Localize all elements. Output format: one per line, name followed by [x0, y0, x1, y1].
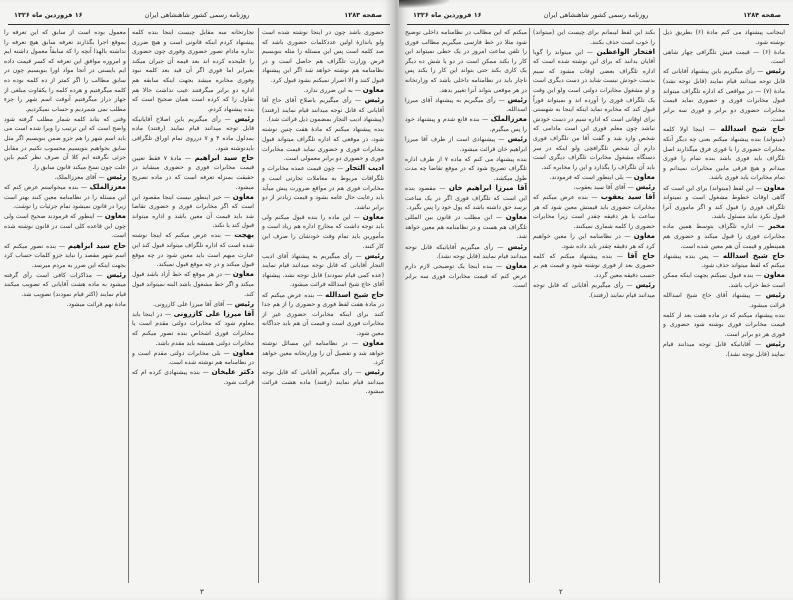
paragraph: [663, 340, 785, 359]
paragraph-text: بکند این لفظ لیبمانم برای چیست این (میتواند) را خوب است حذف بکنند.: [533, 29, 655, 46]
speaker-name: معاون: [362, 339, 384, 347]
left-page: [0, 0, 394, 600]
paragraph: [262, 252, 384, 290]
newspaper-title: روزنامه رسمی کشور شاهنشاهی ایران: [144, 11, 250, 19]
paragraph-text: — رأی میگیریم به پیشنهاد آقای ادیب التجار آقایانی که قابل توجه میدانند قیام نمایند (عده کمی قیام نمودند) قابل توجه نشد. پیشنهاد آقای حاج شیخ اسدالله قرائت میشود.: [262, 252, 384, 289]
header-rule: [8, 24, 390, 25]
paragraph-text: وقتی که بتاند کلمه شمار مطلب گرفته شود واضح است که این ترتیب را ویرا شده است می باید اسم شهر را هم جزو ضمن بنویسیم اگر مثل سابق بخواهیم بنویسیم محسوب نکنیم در مقابل جزئی نگرفته ایم کلا آن صرف نظر کنیم باین علت چون نسخ میکند قانون سابق را.: [4, 115, 126, 171]
paragraph: [132, 349, 254, 368]
paragraph-text: — آقای آقا میرزا علی کازرونی.: [153, 300, 235, 308]
speaker-name: معاون: [232, 348, 254, 357]
scan-corner-shadow: [399, 0, 449, 8]
paragraph: [262, 291, 384, 339]
speaker-name: معاون: [362, 212, 384, 221]
paragraph-text: بنده پیشنهاد میکنم که در ماده هفت بعد از کلمه قیمت مخابرات فوری نوشته شود حضوری و فوری هر دو برابر است.: [663, 311, 785, 338]
speaker-name: آقا میرزا علی کازرونی: [173, 309, 254, 318]
paragraph: [4, 300, 126, 310]
paragraph-text: — بنده پیشنهادی کرده ام که قرائت شود.: [132, 369, 254, 386]
paragraph-text: — پیشنهاد آقای حاج شیخ اسدالله قرائت میشود.: [663, 292, 785, 309]
paragraph: [405, 213, 527, 242]
paragraph: [132, 193, 254, 231]
paragraph: [132, 231, 254, 269]
speaker-name: مخبر: [768, 222, 785, 231]
speaker-name: حاج شیخ اسدالله: [722, 251, 785, 260]
paragraph-text: — بنده پیشنهاد میکنم که کلمه حضوری بعد از فوری نوشته شود و قیمت هم بر حسب دقیقه معین گردد.: [533, 252, 655, 279]
paragraph-text: تجارتخانه سه مقابل چیست اینجا بنده کلمه پیشنهاد کردم اینکه قانونی است و هیچ ضرری نداره مادام تصور حضوری وفوری چون حضوری را علیحده کرده اند بعد قیمه آن جبران میکند بعبرابر اما فوری اگر آن قید بعد کلمه نبود وفوری مخابره میشد بجهت اینکه سابقه هم اداره دو برابر میگرفتند عیب نداشت حالا هم تقاول را که کرده است همان صحیح است که بنده پیشنهاد کردم.: [132, 29, 254, 113]
paragraph: [262, 339, 384, 368]
paragraph: [4, 183, 126, 212]
speaker-name: رئیس: [106, 270, 126, 279]
paragraph-text: — بنده اینجا یک توضیحی لازم دارم عرض کنم که قیمت مخابرات فوری سه برابر است.: [405, 263, 527, 290]
paragraph-text: — بلی مخابرات دولتی مقدم است و در نظامنامه هم نوشته شده است.: [132, 349, 254, 367]
paragraph: [663, 222, 785, 251]
paragraph: [533, 28, 655, 47]
speaker-name: حاج شیخ اسدالله: [325, 290, 384, 299]
paragraph-text: — در هر موقع که خط آزاد باشد قبول میکند و اگر خط مشغول باشد البته نمیتواند قبول کند.: [132, 271, 254, 298]
column-divider: [258, 28, 259, 583]
speaker-name: حاج سید ابراهیم: [194, 153, 254, 162]
paragraph: [132, 300, 254, 310]
speaker-name: معاون: [505, 262, 527, 271]
paragraph-text: — رأی میگیریم آقایانی که قابل توجه میدانند قیام نمایند (رفتند) ماده هشت قرائت میشود.: [262, 369, 384, 396]
paragraph: [4, 242, 126, 271]
speaker-name: معاون: [633, 172, 655, 181]
paragraph-text: — رأی میگیریم باین اصلاح آقایانیکه قابل توجه میدانند قیام نمایند (رفتند) ماده بمدلول ماده ۴ و ۷ درروی تمام اوراق تلگرافی بایدنوشته شود.: [132, 115, 254, 152]
paragraph-text: — مقصود بنده این است که تلگراف فوری اگر در یک ساعت نرسد حق داشته باشد که پول خود را پس بگیرد.: [405, 185, 527, 212]
paragraph: [4, 173, 126, 183]
paragraph: [533, 232, 655, 251]
column-divider: [529, 28, 530, 583]
paragraph: [405, 243, 527, 262]
speaker-name: معاون: [763, 183, 785, 192]
speaker-name: رئیس: [234, 299, 254, 308]
speaker-name: حاج آقا: [627, 251, 655, 260]
page-number: صفحه ۱۲۸۴: [743, 11, 781, 19]
speaker-name: معاون: [362, 86, 384, 95]
paragraph-text: — بلی اینطور است که فرمودند.: [549, 173, 634, 181]
paragraph-text: حضوری باشد چون در اینجا نوشته شده است ولو باندازهٔ اولین عددکلمات حضوری باشد که صد کلمه است پس این مسئله را مثله بنویسیم فرض وزارت تلگراف هم حاصل است و در نظامنامه هم نوشته خواهد شد اگر این پیشنهاد قبول کنند و الا اصرار نمیکنم بشود قبول کرد.: [262, 29, 384, 84]
text-column: [262, 28, 384, 583]
paragraph: [132, 310, 254, 348]
paragraph-text: — در اینجا باید معلوم شود که مخابرات دولتی مقدم است یا مخابرات فوری اشخاص بنده تصور میکنم که مخابرات دولتی همیشه باید مقدم باشد.: [132, 310, 254, 347]
speaker-name: آقا سید یعقوب: [600, 193, 655, 202]
paragraph: [4, 28, 126, 114]
speaker-name: رئیس: [234, 114, 254, 123]
paragraph-text: — در نظامنامه این مسائل نوشته خواهد شد و تفصیل آن را وزارتخانه معین خواهد کرد.: [262, 340, 384, 367]
paragraph: [405, 135, 527, 154]
paragraph-text: مادهٔ نهم قرائت میشود.: [66, 301, 126, 309]
speaker-name: ادیب التجار: [345, 164, 384, 173]
speaker-name: آقا میرزا ابراهیم خان: [448, 184, 527, 192]
footer-page-number: ۲: [559, 588, 563, 596]
paragraph-text: — این لفظ (میتواند) برای این است که گاهی اوقات خطوط مشغول است و نمیتواند تلگراف فوری را قبول کند و اگر ماموری آنرا قبول نکرد نباید مسئول باشد.: [663, 184, 785, 221]
paragraph: [533, 281, 655, 300]
paragraph-text: مادهٔ (۶) — قیمت فیش تلگرافی چهار شاهی است.: [663, 48, 785, 66]
paragraph-text: — رأی میگیریم آقایانیکه قابل توجه میدانند قیام نمایند (قابل توجه نشد).: [405, 243, 527, 261]
paragraph: [663, 67, 785, 125]
paragraph: [4, 115, 126, 173]
speaker-name: رئیس: [765, 340, 785, 348]
paragraph: [132, 28, 254, 114]
paragraph-text: — رأی میگیریم باین پیشنهاد آقایانی که قابل توجه میدانند قیام نمایند (قابل توجه نشد) مادهٔ (۷) — در مواقعی که اداره تلگراف میتواند قبول مخابرات فوری و حضوری نماید قیمت مخابرات حضوری دو برابر و فوری سه برابر است.: [663, 68, 785, 124]
paragraph: [132, 368, 254, 387]
paragraph: [262, 86, 384, 96]
text-column: [405, 28, 527, 583]
paragraph: [405, 155, 527, 184]
issue-date: ۱۶ فروردین ماه ۱۳۲۶: [14, 11, 83, 19]
text-column: [4, 28, 126, 583]
page-header: [407, 11, 785, 23]
paragraph-text: — رأی میگیریم باصلاح آقای حاج آقا آقایانی که قابل توجه میدانند قیام نمایند (رفتند) (پیشنهاد ادیب التجار بمضمون ذیل قرائت شد).: [262, 97, 384, 124]
speaker-name: رئیس: [364, 368, 384, 377]
speaker-name: معززالملک: [89, 183, 126, 191]
speaker-name: رئیس: [507, 242, 527, 251]
speaker-name: رئیس: [364, 251, 384, 260]
paragraph: [262, 28, 384, 86]
paragraph: [262, 96, 384, 125]
paragraph-text: — بنده میخواستم عرض کنم که این مسئله را در نظامنامه معین کنند بهتر است زیرا در قانون نمیشود تمام جزئیات را نوشت.: [4, 184, 126, 211]
paragraph-text: — آقای معززالملک.: [54, 173, 107, 181]
paragraph-text: — بنده تصور میکنم که اسم شهر مقصد را نباید جزو کلمات حساب کرد بجهت اینکه این ضرر به مردم میرسد.: [4, 242, 126, 269]
speaker-name: رئیس: [635, 183, 655, 191]
paragraph-text: — رأی میگیریم آقایانی که قابل توجه میدانند قیام نمایند (رفتند).: [533, 281, 655, 299]
paragraph-text: — بنده قبول نمیکنم بجهت اینکه ممکن است خط خراب باشد.: [663, 272, 785, 289]
paragraph-text: — پس بنده پیشنهاد میکنم که لفظ میتواند حذف شود.: [663, 252, 785, 270]
speaker-name: معاون: [505, 213, 527, 222]
paragraph-text: میکنم که این مطالب در نظامنامه داخلی توضیح شود مثلا در خط فارسی میگیریم مطالب فوری را تلفن ساعت امروز در یک خطی نمیتواند این کار را بکند ممکن است در دو یا شش ده دیگر یک کاری بکند حتی بتواند این کار را بکند پس ناچار باید در نظامنامه داخلی باشد که وزارتخانه در هر موقعی بتواند آنرا تغییر بدهد.: [405, 29, 527, 94]
paragraph-text: — این میتواند را گویا آقایان بدانند که برای این نوشته شده است که اداره تلگراف بعضی اوقات مشود که سیم بدست خودش نیست شاید در دست دیگری است و او مشغول مخابرات دولتی است ولو این وقت یک تلگراف فوری را آورده اند و نمیتواند فوراً قبول کند که مخابره نماید اینکه اینجا به شهستی برای اوقاتی است که اداره سیم در دست خودش نباشد چون معلم فوری این است مادامی که شخص وارد شد و گفت آقا من تلگراف فوری دارم آن شخص تلگرافچی ولو اینکه در سر دستگاه مشغول مخابرات تلگراف دیگری است باید آن تلگراف را بگذارد و این را مخابره کند.: [533, 48, 655, 171]
paragraph-text: بنده پیشنهاد میکنم که مادهٔ هفت چنین نوشته شود، در موقعی که اداره تلگراف میتواند قبول مخابرات فوری و حضوری نماید قیمت مخابرات فوری و حضوری دو برابر معمولی است.: [262, 126, 384, 163]
page-number: صفحه ۱۲۸۳: [344, 11, 382, 19]
paragraph: [4, 271, 126, 300]
paragraph: [132, 270, 254, 299]
page-header: [8, 11, 386, 23]
paragraph: [663, 125, 785, 183]
paragraph-text: — این مطلب در قانون بین المللی تلگراف هم هست و در نظامنامه هم معین خواهد شد.: [405, 214, 527, 241]
paragraph: [533, 183, 655, 193]
speaker-name: رئیس: [635, 280, 655, 289]
paragraph: [262, 164, 384, 212]
paragraph: [262, 125, 384, 163]
paragraph-text: — بنده عرض میکنم که در مادهٔ هفت لفظ فوری و حضوری را از هم جدا کنند برای اینکه مخابرات حضوری غیر از مخابرات فوری است و قیمت آن هم باید جداگانه معین شود.: [262, 291, 384, 337]
speaker-name: معاون: [763, 271, 785, 280]
paragraph: [262, 368, 384, 397]
newspaper-title: روزنامه رسمی کشور شاهنشاهی ایران: [543, 11, 649, 19]
paragraph-text: — مادهٔ ۷ فقط تعیین قیمت مخابرات فوری و حضوری میشاید در حقیقت بمنزله تعرفه است که در ماده تصریح میشود.: [132, 154, 254, 191]
paragraph-text: — اینجا اولا کلمه (میتواند) بنده پیشنهاد میکنم بعنی چه دیگر آنکه مخابرات حضوری را با فوری فرق میگذارند اصل تلگراف باید فوری باشد بنده تمام را فوری میدانم و هیچ فرقی مابین مخابرات نمیدانم و تمام مخابرات باید فوری باشد.: [663, 126, 785, 182]
issue-date: ۱۶ فروردین ماه ۱۳۲۶: [413, 11, 482, 19]
paragraph-text: — رأی میگیریم به پیشنهاد آقای میرزا اسدالله.: [405, 96, 527, 114]
paragraph: [533, 252, 655, 281]
speaker-name: معاون: [232, 192, 254, 201]
header-rule: [407, 24, 789, 25]
paragraph-text: — در نظامنامه این را معین خواهیم کرد که هر دقیقه چقدر باید داده شود.: [533, 232, 655, 250]
speaker-name: رئیس: [765, 67, 785, 76]
paragraph: [405, 262, 527, 291]
speaker-name: رئیس: [507, 95, 527, 104]
column-divider: [128, 28, 129, 583]
speaker-name: رئیس: [106, 172, 126, 181]
paragraph-text: — بنده عرض میکنم که اینجا نوشته شده است که اداره تلگراف میتواند قبول کند این عبارت مبهم است باید معین شود در چه موقع قبول میکند و در چه موقع قبول نمیکند.: [132, 232, 254, 269]
paragraph-text: — این ماده را بنده قبول میکنم ولی باید توجه داشت که مخارج اداره هم زیاد است و مأمورین باید تمام وقت خودشان را صرف این کار کنند.: [262, 213, 384, 250]
paragraph: [533, 193, 655, 231]
paragraph: [132, 115, 254, 153]
paragraph: [663, 311, 785, 340]
text-column: [533, 28, 655, 583]
text-column: [132, 28, 254, 583]
paragraph-text: — اداره تلگراف بتوسط همین ماده مخابرات فوری را قبول میکند و حضوری هم همینطور و قیمت آن هم معین شده است.: [663, 223, 785, 250]
paragraph: [663, 48, 785, 67]
speaker-name: معاون: [633, 231, 655, 240]
paragraph: [4, 212, 126, 241]
paragraph: [405, 96, 527, 115]
paragraph-text: بنده پیشنهاد می کنم که ماده ۷ از طرف اداره تلگراف تصریح شود که در موقع تقاضا چه مدت طول میکشد.: [405, 155, 527, 182]
paragraph-text: — آقایانیکه قابل توجه میدانند قیام نمایند (قابل توجه نشد).: [663, 341, 785, 358]
paragraph: [405, 28, 527, 95]
speaker-name: رئیس: [765, 291, 785, 300]
speaker-name: معاون: [232, 270, 254, 279]
paragraph: [132, 154, 254, 192]
paragraph: [663, 184, 785, 222]
paragraph: [262, 213, 384, 251]
paragraph-text: — به این ضرری ندارد.: [303, 87, 363, 95]
column-divider: [659, 28, 660, 583]
paragraph: [533, 48, 655, 173]
paragraph-text: — پیشنهادی است از طرف آقا میرزا ابراهیم خان قرائت میشود.: [405, 136, 527, 153]
right-page: [399, 0, 793, 600]
paragraph: [405, 115, 527, 134]
speaker-name: رئیس: [507, 135, 527, 144]
speaker-name: معاون: [104, 212, 126, 221]
speaker-name: بهجت: [234, 231, 254, 240]
paragraph-text: اینجانب پیشنهاد می کنم مادهٔ (۶) بطریق ذیل نوشته شود.: [663, 29, 785, 46]
paragraph: [533, 173, 655, 183]
paragraph-text: معمول بوده است از سابق که این تعرفه را بموقع اجرا بگذارند تعرفه سابق هیچ تعرفه را نداشته بالهذا آنچه را که سابقاً معمول داشته ایم و امروزه موافق این تعرفه که کسر قیمت داده ایم بایستی در آنجا مواد اورا بنویسیم چون در سابق مطالب را اگر کمتر از ده کلمه بوده ده کلمه میگرفتیم و هرده کلمه را یکقاوت مبلغی از جهاز دراز میگرفتیم آنوقت اسم شهر را جزء مطلب نمی شمردیم و حساب نمیکردیم.: [4, 29, 126, 113]
paragraph-text: — مذاکرات کافی است رأی گرفته میشود به ماده هشت آقایانی که تصویب میکنند قیام نمایند (اکثر قیام نمودند) تصویب شد.: [4, 271, 126, 299]
paragraph-text: — بنده عرض میکنم که مخابرات حضوری باید قیمتش معین شود که هر ساعت یا هر دقیقه چقدر است زیرا مخابرات حضوری را کلمه شماری نمیکنند.: [533, 194, 655, 230]
speaker-name: حاج سید ابراهیم: [67, 241, 126, 250]
speaker-name: افتخار الواعظین: [596, 47, 655, 56]
speaker-name: حاج شیخ اسدالله: [720, 125, 785, 134]
paragraph: [663, 271, 785, 290]
paragraph: [663, 252, 785, 271]
paragraph-text: — چون قیمت عمده مخابرات و تلگرافات مربوط به معاملات تجارتی است و مخابرات فوری هم در مواقع ضرورت پیش میآید باید رعایت حال عامه بشود و قیمت زیادتر از دو برابر نباشد.: [262, 165, 384, 211]
paragraph-text: — بنده قانع شدم و پیشنهاد خود را پس میگیرم.: [405, 116, 527, 133]
paragraph: [663, 291, 785, 310]
speaker-name: رئیس: [364, 96, 384, 105]
paragraph: [405, 184, 527, 213]
speaker-name: دکتر علیخان: [211, 368, 254, 377]
speaker-name: معززالملک: [490, 115, 527, 124]
paragraph: [663, 28, 785, 47]
footer-page-number: ۳: [200, 588, 204, 596]
paragraph-text: — اینطور که فرمودند صحیح است ولی چون این قاعده کلی است در قانون نوشته شده است.: [4, 213, 126, 240]
paragraph-text: — آقای آقا سید یعقوب.: [573, 184, 636, 191]
text-column: [663, 28, 785, 583]
paragraph-text: — خیر اینطور نیست اینجا مقصود این است که اگر مخابرات فوری و حضوری تقاضا شد باید قیمت آن معین باشد و اداره میتواند قبول کند یا نکند.: [132, 193, 254, 230]
